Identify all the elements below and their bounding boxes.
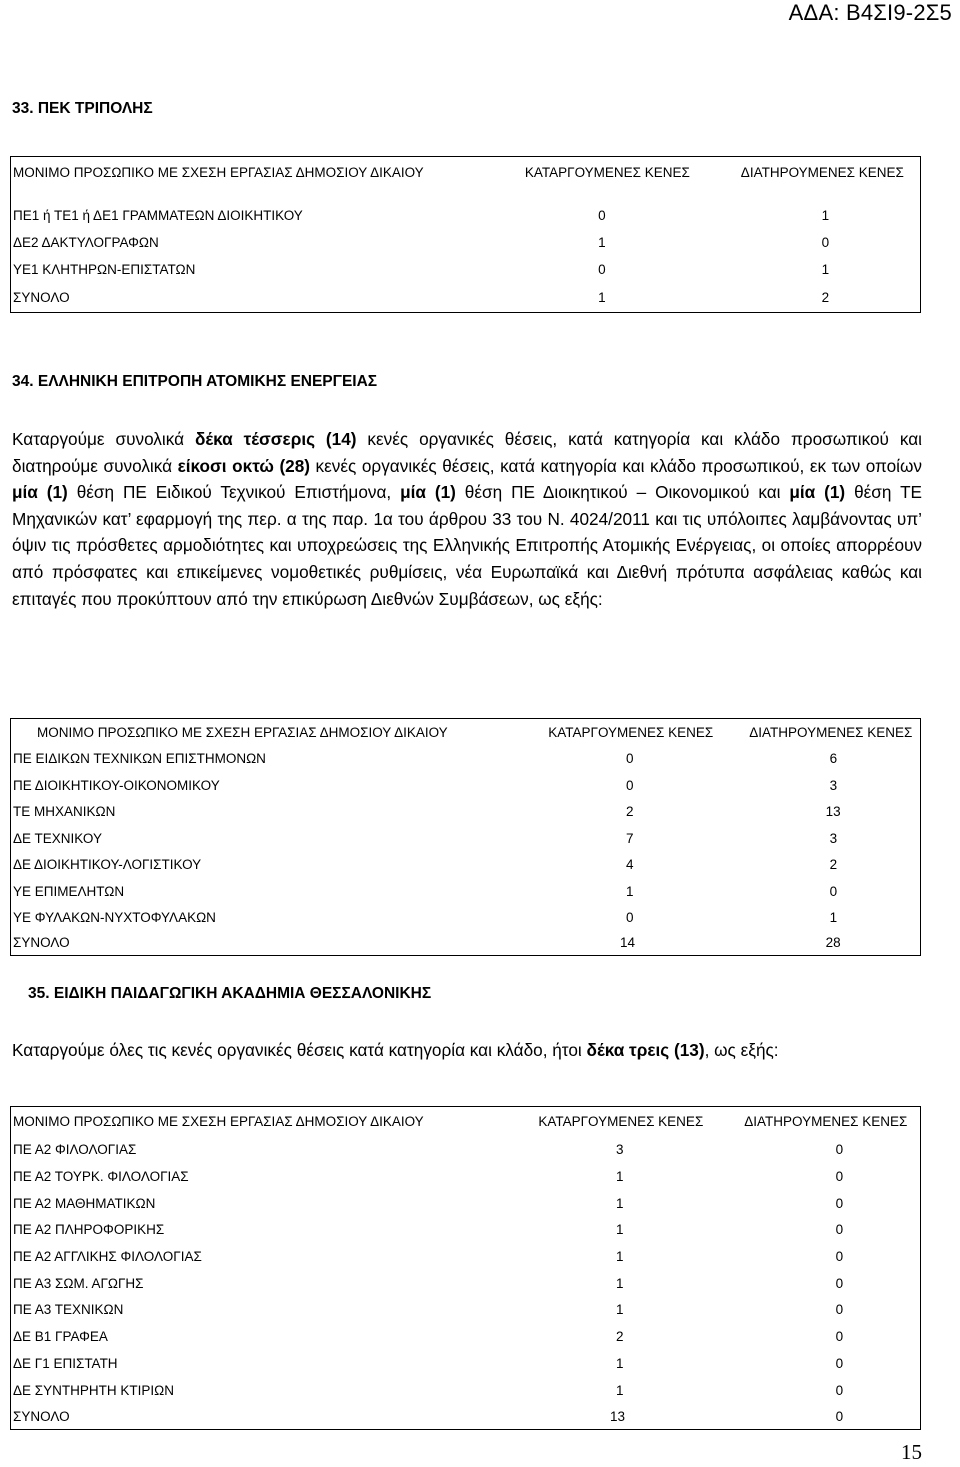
header-abolished: ΚΑΤΑΡΓΟΥΜΕΝΕΣ ΚΕΝΕΣ	[538, 1114, 704, 1130]
header-retained: ΔΙΑΤΗΡΟΥΜΕΝΕΣ ΚΕΝΕΣ	[749, 724, 913, 740]
table-total-row: ΣΥΝΟΛΟ 1 2	[13, 289, 830, 305]
table-total-row: ΣΥΝΟΛΟ 14 28	[13, 935, 841, 951]
table-row: ΠΕ ΔΙΟΙΚΗΤΙΚΟΥ-ΟΙΚΟΝΟΜΙΚΟΥ 0 3	[13, 777, 838, 793]
table-row: ΠΕ Α2 ΜΑΘΗΜΑΤΙΚΩΝ 1 0	[13, 1195, 844, 1211]
table-header-row	[11, 719, 921, 746]
page-number: 15	[901, 1440, 922, 1464]
section-34-title: 34. ΕΛΛΗΝΙΚΗ ΕΠΙΤΡΟΠΗ ΑΤΟΜΙΚΗΣ ΕΝΕΡΓΕΙΑΣ	[12, 373, 378, 390]
table-row: ΠΕ Α3 ΣΩΜ. ΑΓΩΓΗΣ 1 0	[13, 1275, 844, 1291]
table-row: ΠΕ Α2 ΑΓΓΛΙΚΗΣ ΦΙΛΟΛΟΓΙΑΣ 1 0	[13, 1249, 844, 1265]
table-row: ΠΕ Α2 ΠΛΗΡΟΦΟΡΙΚΗΣ 1 0	[13, 1222, 844, 1238]
header-personnel: ΜΟΝΙΜΟ ΠΡΟΣΩΠΙΚΟ ΜΕ ΣΧΕΣΗ ΕΡΓΑΣΙΑΣ ΔΗΜΟΣΙΟΥ ΔΙΚΑΙΟΥ	[37, 724, 448, 740]
table-eeae	[10, 718, 921, 956]
table-header-row	[11, 1107, 921, 1137]
table-eipa-thessalonikis	[10, 1106, 921, 1430]
header-personnel: ΜΟΝΙΜΟ ΠΡΟΣΩΠΙΚΟ ΜΕ ΣΧΕΣΗ ΕΡΓΑΣΙΑΣ ΔΗΜΟΣΙΟΥ ΔΙΚΑΙΟΥ	[13, 1114, 424, 1130]
table-total-row: ΣΥΝΟΛΟ 13 0	[13, 1408, 844, 1424]
header-retained: ΔΙΑΤΗΡΟΥΜΕΝΕΣ ΚΕΝΕΣ	[740, 164, 904, 180]
header-abolished: ΚΑΤΑΡΓΟΥΜΕΝΕΣ ΚΕΝΕΣ	[524, 164, 690, 180]
table-row: ΔΕ ΤΕΧΝΙΚΟΥ 7 3	[13, 830, 838, 846]
table-row: ΠΕ Α2 ΤΟΥΡΚ. ΦΙΛΟΛΟΓΙΑΣ 1 0	[13, 1169, 844, 1185]
section-33-title: 33. ΠΕΚ ΤΡΙΠΟΛΗΣ	[12, 100, 153, 117]
table-pek-tripolis	[10, 156, 921, 313]
table-row: ΔΕ Γ1 ΕΠΙΣΤΑΤΗ 1 0	[13, 1355, 844, 1371]
table-row: ΔΕ ΔΙΟΙΚΗΤΙΚΟΥ-ΛΟΓΙΣΤΙΚΟΥ 4 2	[13, 857, 838, 873]
table-row: ΥΕ ΦΥΛΑΚΩΝ-ΝΥΧΤΟΦΥΛΑΚΩΝ 0 1	[13, 910, 838, 926]
ada-code: ΑΔΑ: Β4ΣΙ9-2Σ5	[788, 0, 952, 25]
table-row: ΠΕ ΕΙΔΙΚΩΝ ΤΕΧΝΙΚΩΝ ΕΠΙΣΤΗΜΟΝΩΝ 0 6	[13, 751, 838, 767]
table-row: ΥΕ1 ΚΛΗΤΗΡΩΝ-ΕΠΙΣΤΑΤΩΝ 0 1	[13, 261, 830, 277]
table-row: ΠΕ Α3 ΤΕΧΝΙΚΩΝ 1 0	[13, 1302, 844, 1318]
table-row: ΔΕ Β1 ΓΡΑΦΕΑ 2 0	[13, 1329, 844, 1345]
table-row: ΥΕ ΕΠΙΜΕΛΗΤΩΝ 1 0	[13, 883, 838, 899]
section-34-paragraph: Καταργούμε συνολικά δέκα τέσσερις (14) κενές οργανικές θέσεις, κατά κατηγορία και κλάδο προσωπικού και διατηρούμε συνολικά είκοσι οκτώ (28) κενές οργανικές θέσεις, κατά κατηγορία και κλάδο προσωπικού, εκ των οποίων μία (1) θέση ΠΕ Ειδικού Τεχνικού Επιστήμονα, μία (1) θέση ΠΕ Διοικητικού – Οικονομικού και μία (1) θέση ΤΕ Μηχανικών κατ’ εφαρμογή της περ. α της παρ. 1α του άρθρου 33 του Ν. 4024/2011 και τις υπόλοιπες λαμβάνοντας υπ’ όψιν τις πρόσθετες αρμοδιότητες και υποχρεώσεις της Ελληνικής Επιτροπής Ατομικής Ενέργειας, οι οποίες απορρέουν από πρόσφατες και επικείμενες νομοθετικές ρυθμίσεις, νέα Ευρωπαϊκά και Διεθνή πρότυπα ασφάλειας καθώς και επιταγές που προκύπτουν από την επικύρωση Διεθνών Συμβάσεων, ως εξής:	[12, 429, 923, 609]
section-35-paragraph: Καταργούμε όλες τις κενές οργανικές θέσεις κατά κατηγορία και κλάδο, ήτοι δέκα τρεις (13), ως εξής:	[12, 1040, 779, 1060]
table-header-row	[11, 157, 921, 188]
table-row: ΔΕ ΣΥΝΤΗΡΗΤΗ ΚΤΙΡΙΩΝ 1 0	[13, 1382, 844, 1398]
table-row: ΠΕ1 ή ΤΕ1 ή ΔΕ1 ΓΡΑΜΜΑΤΕΩΝ ΔΙΟΙΚΗΤΙΚΟΥ 0 1	[13, 207, 830, 223]
header-personnel: ΜΟΝΙΜΟ ΠΡΟΣΩΠΙΚΟ ΜΕ ΣΧΕΣΗ ΕΡΓΑΣΙΑΣ ΔΗΜΟΣΙΟΥ ΔΙΚΑΙΟΥ	[13, 164, 424, 180]
header-retained: ΔΙΑΤΗΡΟΥΜΕΝΕΣ ΚΕΝΕΣ	[744, 1114, 908, 1130]
table-row: ΤΕ ΜΗΧΑΝΙΚΩΝ 2 13	[13, 804, 841, 820]
table-row: ΠΕ Α2 ΦΙΛΟΛΟΓΙΑΣ 3 0	[13, 1142, 844, 1158]
table-row: ΔΕ2 ΔΑΚΤΥΛΟΓΡΑΦΩΝ 1 0	[13, 234, 830, 250]
header-abolished: ΚΑΤΑΡΓΟΥΜΕΝΕΣ ΚΕΝΕΣ	[548, 724, 714, 740]
section-35-title: 35. ΕΙΔΙΚΗ ΠΑΙΔΑΓΩΓΙΚΗ ΑΚΑΔΗΜΙΑ ΘΕΣΣΑΛΟΝΙΚΗΣ	[28, 985, 432, 1002]
